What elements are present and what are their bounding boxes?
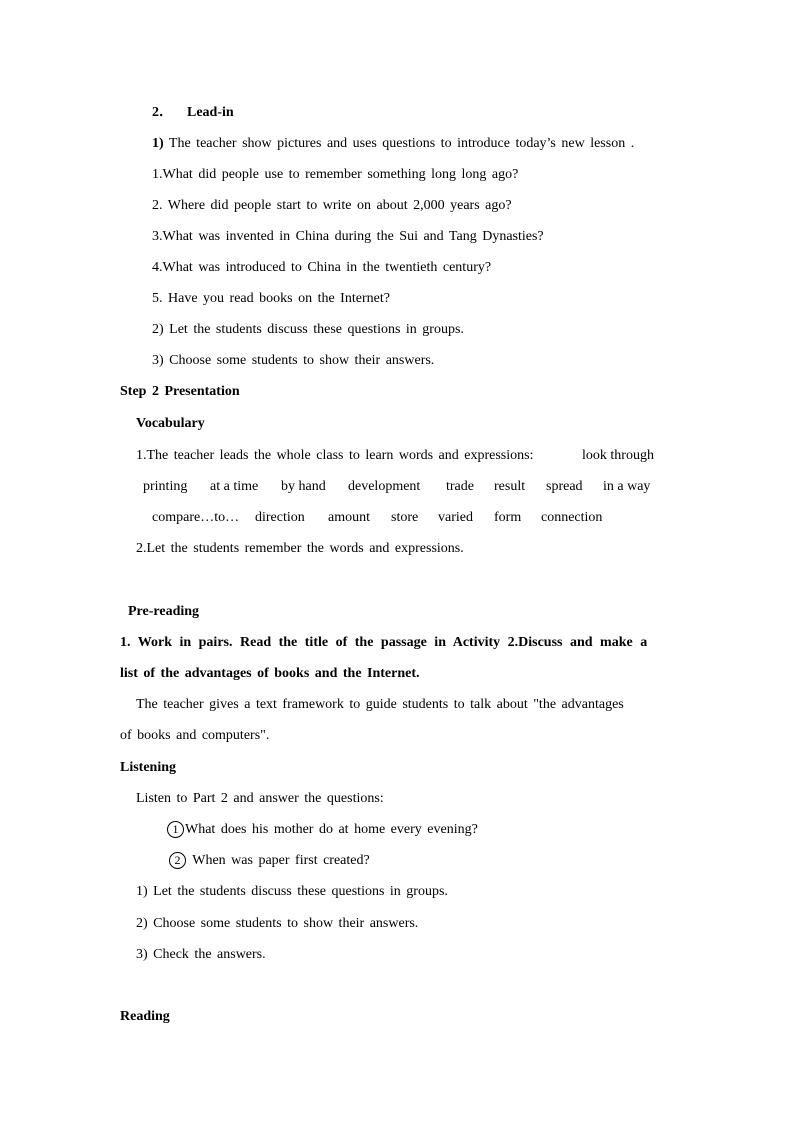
vocabulary-word: look through <box>582 448 654 463</box>
vocabulary-word: spread <box>546 479 583 494</box>
prereading-text-line-1: The teacher gives a text framework to guide students to talk about "the advantages <box>136 697 624 712</box>
leadin-question-1: 1.What did people use to remember something long long ago? <box>152 167 519 182</box>
vocabulary-word: connection <box>541 510 603 525</box>
vocabulary-word: in a way <box>603 479 651 494</box>
vocabulary-item-2: 2.Let the students remember the words and expressions. <box>136 541 464 556</box>
vocabulary-word: direction <box>255 510 305 525</box>
leadin-heading: Lead-in <box>187 105 234 120</box>
leadin-number: 2． <box>152 105 173 120</box>
vocabulary-word: at a time <box>210 479 259 494</box>
listening-question-1-text: What does his mother do at home every evening? <box>185 822 478 837</box>
vocabulary-word: form <box>494 510 522 525</box>
listening-item-3: 3) Check the answers. <box>136 947 266 962</box>
prereading-text-line-2: of books and computers". <box>120 728 270 743</box>
vocabulary-word: store <box>391 510 419 525</box>
vocabulary-word: result <box>494 479 526 494</box>
vocabulary-heading: Vocabulary <box>136 416 205 431</box>
vocabulary-word: compare…to… <box>152 510 240 525</box>
listening-question-2-text: When was paper first created? <box>187 853 370 868</box>
prereading-task-line-2: list of the advantages of books and the Internet. <box>120 666 420 681</box>
circled-number-1: 1 <box>167 821 184 838</box>
leadin-question-3: 3.What was invented in China during the Sui and Tang Dynasties? <box>152 229 544 244</box>
listening-question-2 <box>169 852 370 870</box>
leadin-item-1-number: 1) <box>152 136 164 151</box>
leadin-question-4: 4.What was introduced to China in the twentieth century? <box>152 260 492 275</box>
vocabulary-word: amount <box>328 510 370 525</box>
listening-item-1: 1) Let the students discuss these questions in groups. <box>136 884 448 899</box>
vocabulary-intro: 1.The teacher leads the whole class to learn words and expressions: <box>136 448 534 463</box>
listening-question-1 <box>167 821 478 839</box>
leadin-item-3: 3) Choose some students to show their answers. <box>152 353 435 368</box>
vocabulary-word: varied <box>438 510 473 525</box>
leadin-item-1 <box>152 135 634 153</box>
listening-intro: Listen to Part 2 and answer the questions: <box>136 791 384 806</box>
prereading-heading: Pre-reading <box>128 604 200 619</box>
leadin-question-5: 5. Have you read books on the Internet? <box>152 291 390 306</box>
leadin-item-1-text: The teacher show pictures and uses questions to introduce today’s new lesson . <box>163 136 635 151</box>
leadin-item-2: 2) Let the students discuss these questions in groups. <box>152 322 464 337</box>
listening-heading: Listening <box>120 760 177 775</box>
vocabulary-word: by hand <box>281 479 326 494</box>
circled-number-2: 2 <box>169 852 186 869</box>
presentation-heading: Step 2 Presentation <box>120 384 240 399</box>
leadin-heading-line <box>152 104 234 122</box>
leadin-question-2: 2. Where did people start to write on about 2,000 years ago? <box>152 198 512 213</box>
prereading-task-line-1: 1. Work in pairs. Read the title of the passage in Activity 2.Discuss and make a <box>120 635 648 650</box>
reading-heading: Reading <box>120 1009 170 1024</box>
vocabulary-word: development <box>348 479 421 494</box>
vocabulary-word: printing <box>143 479 188 494</box>
listening-item-2: 2) Choose some students to show their answers. <box>136 916 419 931</box>
vocabulary-word: trade <box>446 479 474 494</box>
